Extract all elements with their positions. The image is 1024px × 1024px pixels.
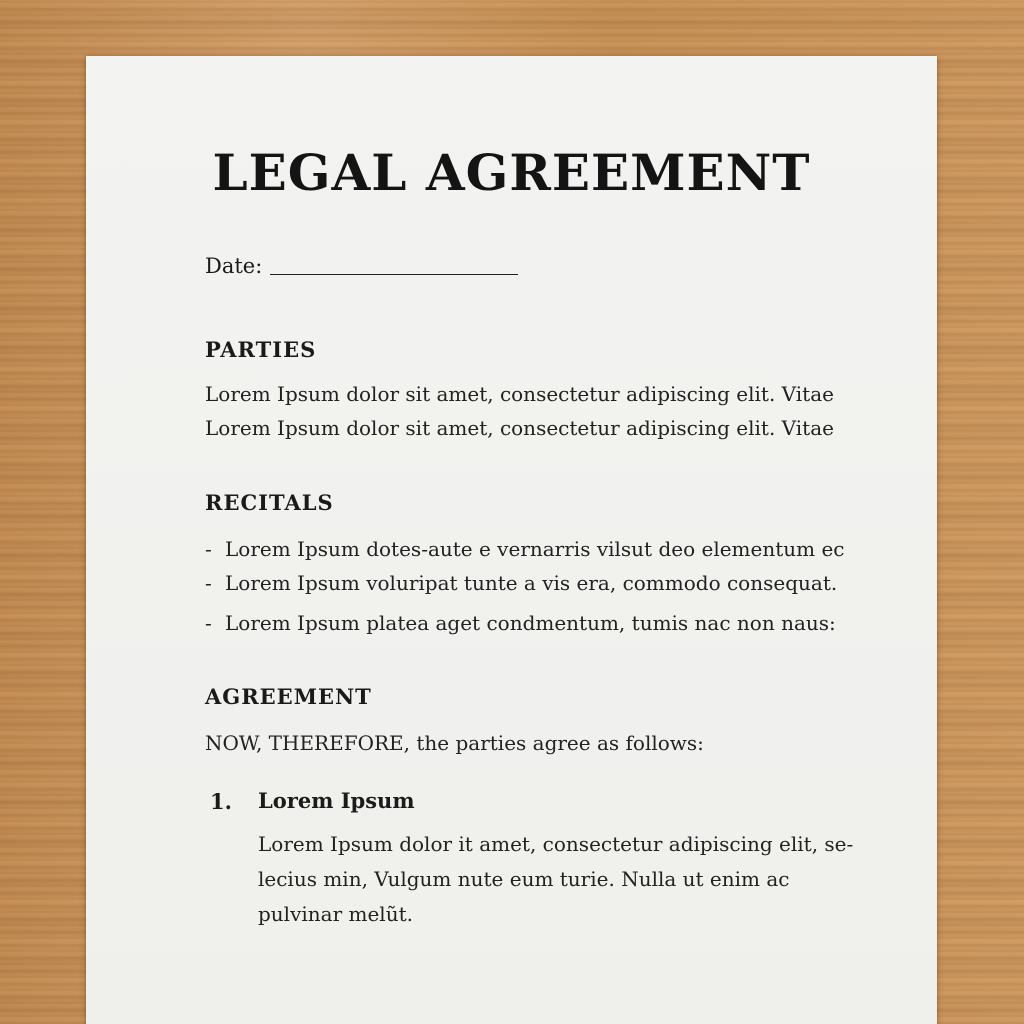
- clause-line: Lorem Ipsum dolor it amet, consectetur adipiscing elit, se-: [258, 832, 854, 856]
- clause-line: lecius min, Vulgum nute eum turie. Nulla ut enim ac: [258, 867, 790, 891]
- date-label: Date:: [205, 254, 263, 278]
- parties-heading: PARTIES: [205, 337, 317, 362]
- recital-text: Lorem Ipsum platea aget condmentum, tumis nac non naus:: [225, 611, 836, 635]
- clause-title: Lorem Ipsum: [258, 788, 415, 813]
- recitals-heading: RECITALS: [205, 490, 334, 515]
- document-title: LEGAL AGREEMENT: [212, 143, 811, 202]
- parties-line: Lorem Ipsum dolor sit amet, consectetur adipiscing elit. Vitae: [205, 382, 834, 406]
- recital-bullet: -: [205, 571, 212, 595]
- parties-line: Lorem Ipsum dolor sit amet, consectetur adipiscing elit. Vitae: [205, 416, 834, 440]
- date-blank-line: [270, 274, 518, 275]
- clause-line: pulvinar melũt.: [258, 902, 413, 926]
- recital-item: [205, 613, 836, 633]
- document-page: [86, 56, 937, 1024]
- agreement-heading: AGREEMENT: [205, 684, 372, 709]
- agreement-intro: NOW, THEREFORE, the parties agree as follows:: [205, 731, 704, 755]
- recital-bullet: -: [205, 611, 212, 635]
- clause-number: 1.: [210, 789, 232, 814]
- date-field: [205, 256, 518, 277]
- recital-item: [205, 573, 837, 593]
- recital-text: Lorem Ipsum dotes-aute e vernarris vilsut deo elementum ec: [225, 537, 845, 561]
- recital-item: [205, 539, 845, 559]
- recital-text: Lorem Ipsum voluripat tunte a vis era, commodo consequat.: [225, 571, 838, 595]
- recital-bullet: -: [205, 537, 212, 561]
